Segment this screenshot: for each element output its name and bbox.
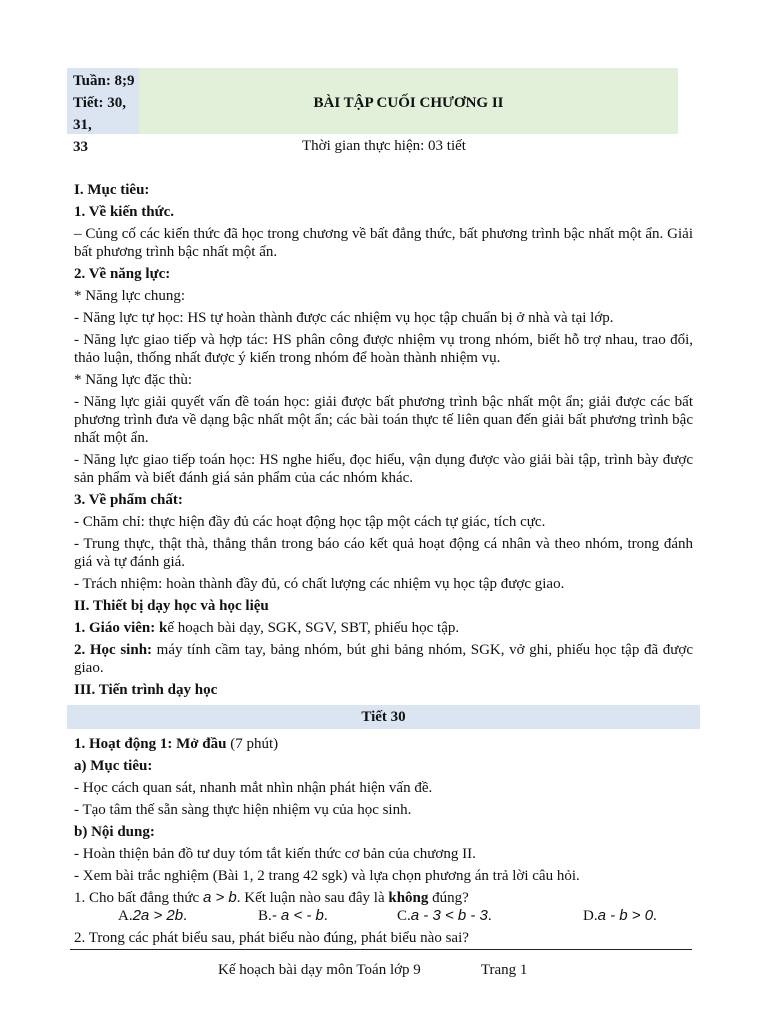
option-label: C. xyxy=(397,908,411,924)
section-heading: II. Thiết bị dạy học và học liệu xyxy=(74,598,269,614)
paragraph: - Tạo tâm thế sẵn sàng thực hiện nhiệm vụ của học sinh. xyxy=(74,802,412,818)
text: máy tính cầm tay, bảng nhóm, bút ghi bảng nhóm, SGK, vở ghi, phiếu học tập đã được giao. xyxy=(74,642,693,676)
label: 1. Giáo viên: k xyxy=(74,620,168,636)
paragraph: - Năng lực giải quyết vấn đề toán học: giải được bất phương trình bậc nhất một ẩn; giải được các bất phương trình đưa về dạng bậc nhất một ẩn; các bài toán thực tế liên quan đến giải bất phương trình bậc nhất một ẩn. xyxy=(74,394,693,446)
math: a - b > 0 xyxy=(597,907,654,924)
subsection-heading: b) Nội dung: xyxy=(74,824,155,840)
text: đúng? xyxy=(428,890,469,906)
subsection-heading: 1. Về kiến thức. xyxy=(74,204,174,220)
option-a xyxy=(118,907,258,925)
paragraph: - Hoàn thiện bản đồ tư duy tóm tắt kiến thức cơ bản của chương II. xyxy=(74,846,476,862)
paragraph: - Chăm chỉ: thực hiện đầy đủ các hoạt động học tập một cách tự giác, tích cực. xyxy=(74,514,546,530)
lesson-label: Tiết: 30, 31, xyxy=(73,95,127,133)
label: 2. Học sinh: xyxy=(74,642,153,658)
math: 2a > 2b xyxy=(132,907,184,924)
subsection-heading: 2. Về năng lực: xyxy=(74,266,171,282)
paragraph: - Xem bài trắc nghiệm (Bài 1, 2 trang 42 sgk) và lựa chọn phương án trả lời câu hỏi. xyxy=(74,868,580,884)
week-label: Tuần: 8;9 xyxy=(73,73,135,89)
document-body xyxy=(74,181,693,947)
option-d xyxy=(583,907,657,925)
section-heading: III. Tiến trình dạy học xyxy=(74,682,218,698)
text: . Kết luận nào sau đây là xyxy=(236,890,389,906)
question-2: 2. Trong các phát biểu sau, phát biểu nào đúng, phát biểu nào sai? xyxy=(74,930,469,946)
activity-time: (7 phút) xyxy=(226,736,279,752)
paragraph: * Năng lực đặc thù: xyxy=(74,372,193,388)
option-label: D. xyxy=(583,908,598,924)
paragraph: - Năng lực giao tiếp toán học: HS nghe hiểu, đọc hiểu, vận dụng được vào giải bài tập, trình bày được sản phẩm và biết đánh giá sản phẩm của các nhóm khác. xyxy=(74,452,693,486)
page-number: Trang 1 xyxy=(480,962,528,978)
subsection-heading: 3. Về phẩm chất: xyxy=(74,492,183,508)
paragraph: - Năng lực giao tiếp và hợp tác: HS phân công được nhiệm vụ trong nhóm, biết hỗ trợ nhau, trao đổi, thảo luận, thống nhất được ý kiến trong nhóm để hoàn thành nhiệm vụ. xyxy=(74,332,693,366)
text: . xyxy=(653,908,657,924)
text: . xyxy=(487,908,492,924)
text: 1. Cho bất đẳng thức xyxy=(74,890,203,906)
option-b xyxy=(258,907,397,925)
paragraph: - Học cách quan sát, nhanh mắt nhìn nhận phát hiện vấn đề. xyxy=(74,780,433,796)
math: a > b xyxy=(202,889,237,906)
option-label: B. xyxy=(258,908,272,924)
header-title-cell xyxy=(139,68,678,134)
page-footer xyxy=(218,962,527,979)
paragraph: - Trung thực, thật thà, thẳng thắn trong báo cáo kết quả hoạt động cá nhân và theo nhóm, trong đánh giá và tự đánh giá. xyxy=(74,536,693,570)
footer-text: Kế hoạch bài dạy môn Toán lớp 9 xyxy=(218,962,421,978)
footer-divider xyxy=(70,949,692,950)
paragraph: * Năng lực chung: xyxy=(74,288,186,304)
math: a - 3 < b - 3 xyxy=(410,907,488,924)
document-title: BÀI TẬP CUỐI CHƯƠNG II xyxy=(313,94,504,111)
paragraph xyxy=(74,619,693,637)
activity-title: 1. Hoạt động 1: Mở đầu xyxy=(74,736,227,752)
lesson-band: Tiết 30 xyxy=(67,705,700,729)
option-c xyxy=(397,907,583,925)
text: . xyxy=(323,908,328,924)
lesson-label-cont: 33 xyxy=(73,139,88,155)
duration-text: Thời gian thực hiện: 03 tiết xyxy=(302,138,466,154)
emphasis: không xyxy=(388,890,429,906)
section-heading: I. Mục tiêu: xyxy=(74,182,150,198)
text: ế hoạch bài dạy, SGK, SGV, SBT, phiếu học tập. xyxy=(167,620,460,636)
paragraph: - Năng lực tự học: HS tự hoàn thành được các nhiệm vụ học tập chuẩn bị ở nhà và tại lớp. xyxy=(74,310,614,326)
text: . xyxy=(183,908,187,924)
answer-options xyxy=(74,907,693,925)
option-label: A. xyxy=(118,908,133,924)
paragraph: - Trách nhiệm: hoàn thành đầy đủ, có chất lượng các nhiệm vụ học tập được giao. xyxy=(74,576,565,592)
subsection-heading: a) Mục tiêu: xyxy=(74,758,153,774)
paragraph: – Củng cố các kiến thức đã học trong chương về bất đẳng thức, bất phương trình bậc nhất một ẩn. Giải bất phương trình bậc nhất một ẩn. xyxy=(74,226,693,260)
question-1 xyxy=(74,889,693,907)
paragraph xyxy=(74,641,693,677)
math: - a < - b xyxy=(271,907,324,924)
paragraph xyxy=(74,735,693,753)
header-week-cell xyxy=(67,68,139,155)
